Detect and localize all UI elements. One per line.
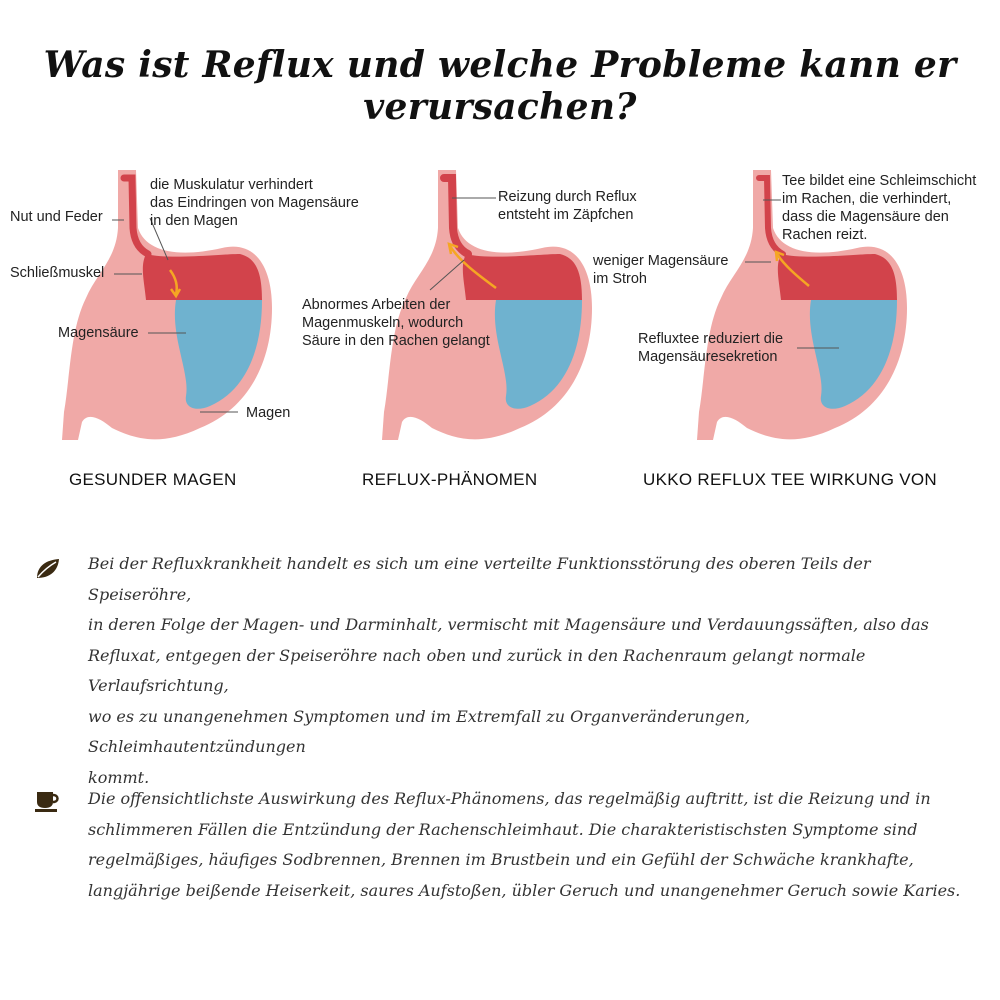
label-less-acid: weniger Magensäure im Stroh <box>593 253 729 287</box>
stomach-acid <box>495 300 582 409</box>
tea-cup-icon <box>34 788 62 814</box>
label-tea-mucus: Tee bildet eine Schleimschicht im Rachen, die verhindert, dass die Magensäure den Rachen reizt. <box>782 173 977 243</box>
label-muscle: die Muskulatur verhindert das Eindringen von Magensäure in den Magen <box>150 177 359 229</box>
label-sphincter: Schließmuskel <box>10 265 105 281</box>
stomach-muscle-layer <box>778 254 897 300</box>
paragraph-reflux-disease: Bei der Refluxkrankheit handelt es sich um eine verteilte Funktionsstörung des oberen Teils der Speiseröhre, in deren Folge der Magen- und Darminhalt, vermischt mit Magensäure und Verdauungssäften, also das Refluxat, entgegen der Speiseröhre nach oben und zurück in den Rachenraum gelangt normale Verlaufsrichtung, wo es zu unangenehmen Symptomen und im Extremfall zu Organveränderungen, Schleimhautentzündungen kommt. <box>88 554 929 787</box>
diagram-tea-effect <box>593 150 977 460</box>
stomach-acid <box>175 300 262 409</box>
diagram-healthy-stomach <box>0 150 359 460</box>
label-tongue-groove: Nut und Feder <box>10 209 103 225</box>
label-irritation: Reizung durch Reflux entsteht im Zäpfchen <box>498 189 637 223</box>
label-reflux-tea: Refluxtee reduziert die Magensäuresekretion <box>638 331 784 365</box>
paragraph-reflux-effects: Die offensichtlichste Auswirkung des Reflux-Phänomens, das regelmäßig auftritt, ist die Reizung und in schlimmeren Fällen die Entzündung der Rachenschleimhaut. Die charakteristischsten Symptome sind regelmäßiges, häufiges Sodbrennen, Brennen im Brustbein und ein Gefühl der Schwäche krankhafte, langjährige beißende Heiserkeit, saures Aufstoßen, übler Geruch und unangenehmer Geruch sowie Karies. <box>88 789 961 900</box>
diagram-reflux-phenomenon <box>302 150 660 460</box>
stomach-muscle-layer <box>143 254 262 300</box>
label-stomach: Magen <box>246 405 291 421</box>
label-acid: Magensäure <box>58 325 139 341</box>
caption-healthy-stomach: GESUNDER MAGEN <box>69 470 237 489</box>
leaf-icon <box>34 556 62 582</box>
stomach-acid <box>810 300 897 409</box>
page-title: Was ist Reflux und welche Probleme kann er verursachen? <box>43 44 957 128</box>
label-abnormal-muscles: Abnormes Arbeiten der Magenmuskeln, wodurch Säure in den Rachen gelangt <box>302 297 490 349</box>
caption-reflux-phenomenon: REFLUX-PHÄNOMEN <box>362 470 538 489</box>
caption-tea-effect: UKKO REFLUX TEE WIRKUNG VON <box>643 470 937 489</box>
